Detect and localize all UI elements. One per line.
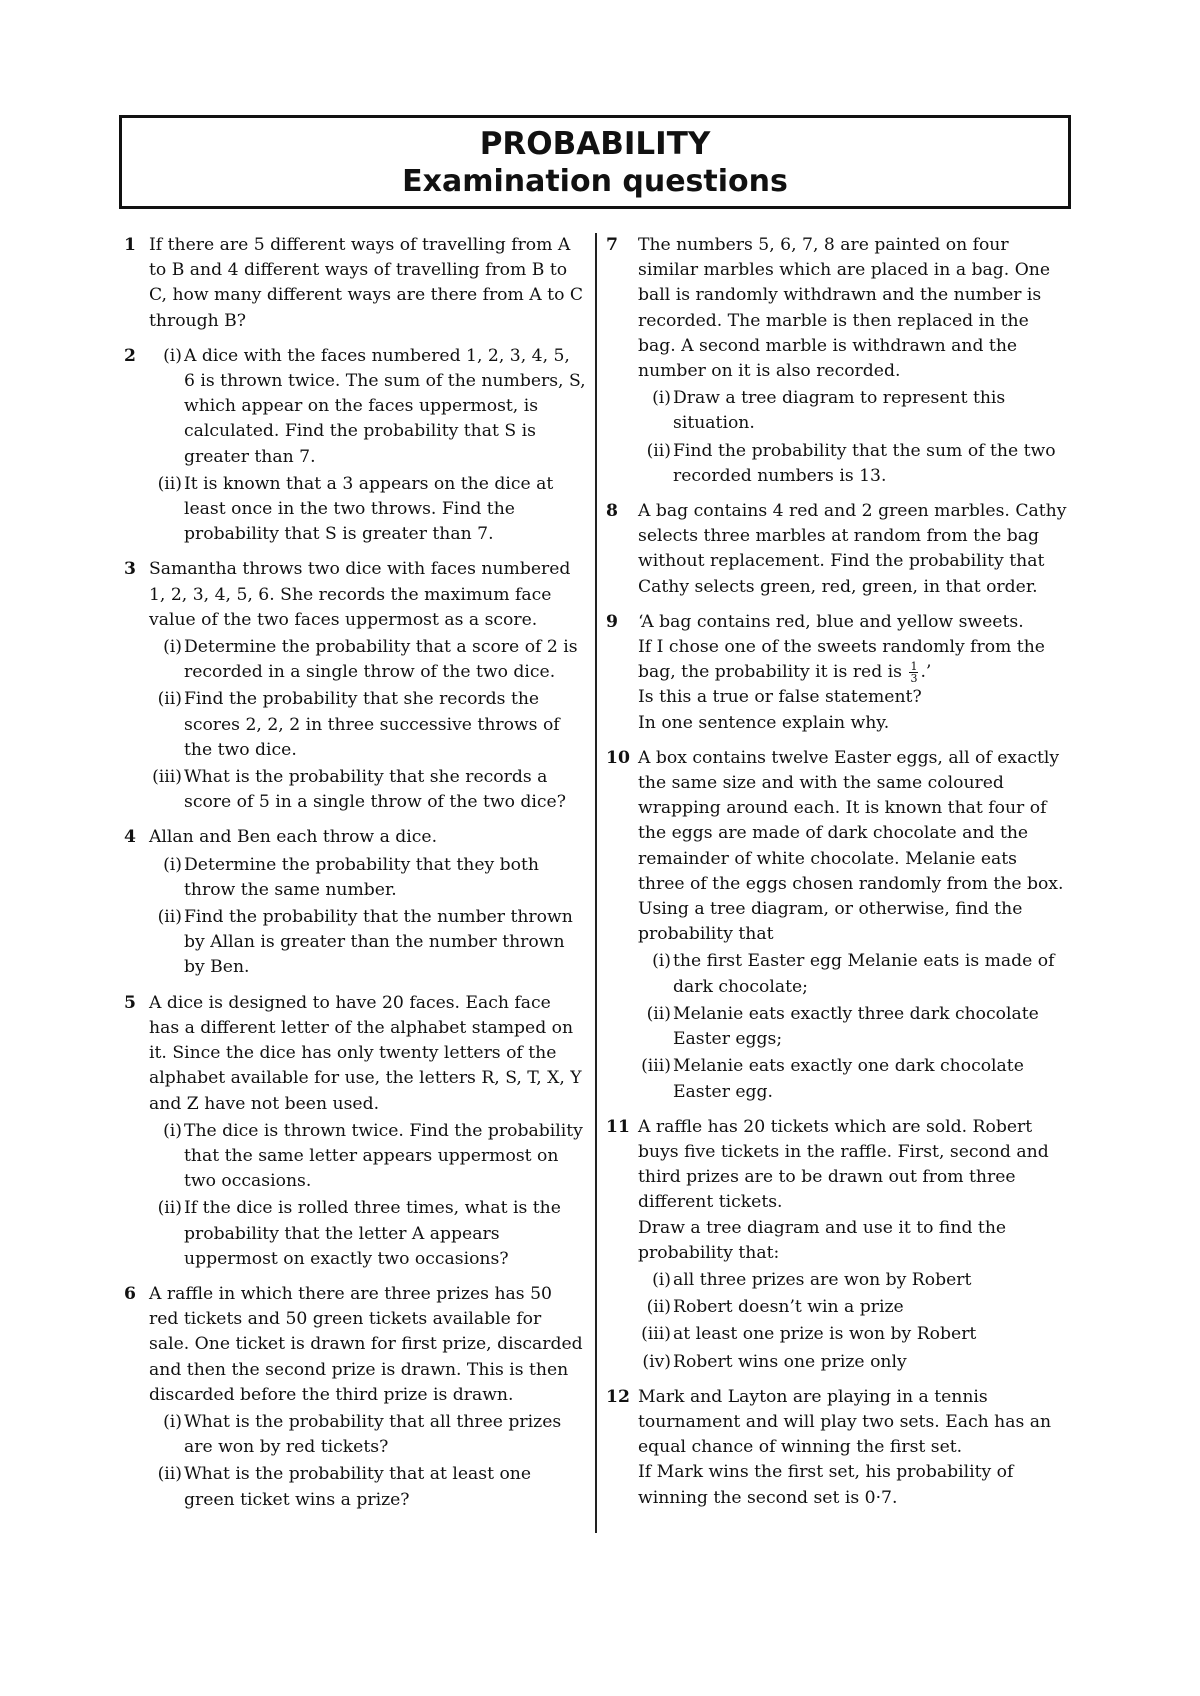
question-number: 10 [606,747,630,768]
right-column [606,233,1068,1521]
title-box [119,115,1071,209]
question-text: Mark and Layton are playing in a tennis tournament and will play two sets. Each has an equal chance of winning the first set. [638,1386,1052,1458]
question-12 [606,1385,1068,1511]
sub-question-text: Determine the probability that a score of 2 is recorded in a single throw of the two dice. [184,637,578,683]
question-4 [124,825,586,980]
sub-question-text: Find the probability that she records the scores 2, 2, 2 in three successive throws of the two dice. [184,689,560,760]
fraction-denominator: 3 [910,672,918,686]
sub-question [149,635,586,685]
question-number: 7 [606,235,618,255]
page-title: PROBABILITY [479,126,711,162]
sub-question-label: (ii) [646,440,671,461]
question-7 [606,233,1068,489]
question-text: A raffle in which there are three prizes has 50 red tickets and 50 green tickets available for sale. One ticket is drawn for first prize, discarded and then the second prize is drawn. This is then discarded before the third prize is drawn. [149,1283,583,1405]
sub-question [638,1350,1068,1375]
sub-question-label: (ii) [157,689,182,710]
sub-question [149,344,586,470]
sub-question-text: Draw a tree diagram to represent this situation. [673,388,1006,434]
question-text: In one sentence explain why. [638,712,890,733]
question-text: Allan and Ben each throw a dice. [149,827,438,848]
sub-question-text: Melanie eats exactly three dark chocolate Easter eggs; [673,1003,1039,1050]
question-9 [606,610,1068,736]
sub-question-text: all three prizes are won by Robert [673,1269,972,1290]
sub-question-label: (iii) [641,1324,671,1345]
sub-question-text: Find the probability that the number thrown by Allan is greater than the number thrown by Ben. [184,907,573,978]
sub-question [638,1002,1068,1052]
sub-question-label: (i) [163,637,182,658]
sub-question-text: the first Easter egg Melanie eats is made of dark chocolate; [673,951,1055,997]
sub-question-label: (i) [652,951,671,972]
sub-question-text: If the dice is rolled three times, what is the probability that the letter A appears uppermost on exactly two occasions? [184,1198,561,1269]
sub-question-label: (ii) [157,1198,182,1219]
question-text: A box contains twelve Easter eggs, all of exactly the same size and with the same coloured wrapping around each. It is known that four of the eggs are made of dark chocolate and the remainder of white chocolate. Melanie eats three of the eggs chosen randomly from the box. Using a tree diagram, or otherwise, find the probability that [638,747,1064,945]
question-6 [124,1282,586,1513]
left-column [124,233,586,1523]
sub-question-label: (iii) [152,767,182,788]
sub-question-text: Robert wins one prize only [673,1351,907,1372]
sub-question [638,1268,1068,1293]
sub-question-label: (ii) [646,1003,671,1024]
sub-question-text: A dice with the faces numbered 1, 2, 3, 4, 5, 6 is thrown twice. The sum of the numbers, S, which appear on the faces uppermost, is calculated. Find the probability that S is greater than 7. [184,345,586,467]
sub-question [149,1462,586,1512]
sub-question-text: It is known that a 3 appears on the dice at least once in the two throws. Find the probability that S is greater than 7. [184,473,554,545]
question-number: 9 [606,611,618,632]
sub-question [149,1196,586,1272]
sub-question [149,687,586,763]
sub-question-text: What is the probability that at least one green ticket wins a prize? [184,1464,532,1510]
question-number: 4 [124,827,136,848]
sub-question [149,853,586,903]
sub-question [149,1119,586,1195]
question-3 [124,557,586,815]
sub-question-label: (i) [163,1411,182,1432]
sub-question-text: The dice is thrown twice. Find the probability that the same letter appears uppermost on two occasions. [184,1120,583,1192]
question-text: Is this a true or false statement? [638,687,922,708]
sub-question-label: (ii) [157,907,182,928]
question-number: 1 [124,235,136,255]
sub-question-label: (ii) [646,1297,671,1318]
sub-question-label: (iv) [642,1351,671,1372]
column-divider [595,233,597,1533]
sub-question [638,1322,1068,1347]
question-number: 6 [124,1283,136,1304]
sub-question-text: Determine the probability that they both throw the same number. [184,854,539,900]
question-text: If there are 5 different ways of travelling from A to B and 4 different ways of travelling from B to C, how many different ways are there from A to C through B? [149,235,584,331]
sub-question [149,765,586,815]
sub-question-text: Find the probability that the sum of the two recorded numbers is 13. [673,440,1056,486]
sub-question [149,472,586,548]
question-number: 5 [124,992,136,1013]
sub-question [149,1410,586,1460]
sub-question-label: (ii) [157,473,182,494]
sub-question-label: (i) [652,388,671,409]
sub-question-label: (ii) [157,1464,182,1485]
sub-question-label: (i) [652,1269,671,1290]
question-number: 12 [606,1386,630,1407]
question-text: A dice is designed to have 20 faces. Each face has a different letter of the alphabet stamped on it. Since the dice has only twenty letters of the alphabet available for use, the letters R, S, T, X, Y and Z have not been used. [149,992,582,1114]
sub-question-text: Melanie eats exactly one dark chocolate Easter egg. [673,1056,1024,1102]
question-text: ‘A bag contains red, blue and yellow sweets. [638,611,1024,632]
question-text: If Mark wins the first set, his probability of winning the second set is 0·7. [638,1462,1014,1508]
question-text: The numbers 5, 6, 7, 8 are painted on four similar marbles which are placed in a bag. One ball is randomly withdrawn and the number is recorded. The marble is then replaced in the bag. A second marble is withdrawn and the number on it is also recorded. [638,235,1051,382]
sub-question-text: What is the probability that she records a score of 5 in a single throw of the two dice? [184,767,566,813]
sub-question [638,1054,1068,1104]
question-number: 8 [606,501,618,522]
sub-question-text: at least one prize is won by Robert [673,1324,977,1345]
question-5 [124,991,586,1272]
fraction [909,661,918,684]
question-11 [606,1115,1068,1375]
sub-question [149,905,586,981]
question-1 [124,233,586,334]
question-10 [606,746,1068,1105]
question-2 [124,344,586,548]
sub-question [638,949,1068,999]
question-8 [606,499,1068,600]
sub-question [638,386,1068,436]
question-text: A bag contains 4 red and 2 green marbles. Cathy selects three marbles at random from the bag without replacement. Find the probability that Cathy selects green, red, green, in that order. [638,501,1067,597]
question-text [638,635,1068,685]
question-number: 3 [124,559,136,580]
sub-question-text: Robert doesn’t win a prize [673,1297,904,1318]
sub-question [638,1295,1068,1320]
question-text: A raffle has 20 tickets which are sold. Robert buys five tickets in the raffle. First, second and third prizes are to be drawn out from three different tickets. [638,1116,1049,1213]
sub-question-label: (iii) [641,1056,671,1077]
question-text: Samantha throws two dice with faces numbered 1, 2, 3, 4, 5, 6. She records the maximum face value of the two faces uppermost as a score. [149,559,571,630]
question-text-part: .’ [920,662,932,683]
question-number: 2 [124,345,136,366]
sub-question-label: (i) [163,1120,182,1141]
question-number: 11 [606,1116,630,1137]
sub-question-text: What is the probability that all three prizes are won by red tickets? [184,1411,562,1458]
fraction-numerator: 1 [910,660,918,674]
question-text: Draw a tree diagram and use it to find the probability that: [638,1217,1007,1263]
question-text-part: If I chose one of the sweets randomly from the bag, the probability it is red is [638,637,1045,683]
sub-question [638,439,1068,489]
page-subtitle: Examination questions [402,164,788,199]
sub-question-label: (i) [163,345,182,366]
sub-question-label: (i) [163,854,182,875]
